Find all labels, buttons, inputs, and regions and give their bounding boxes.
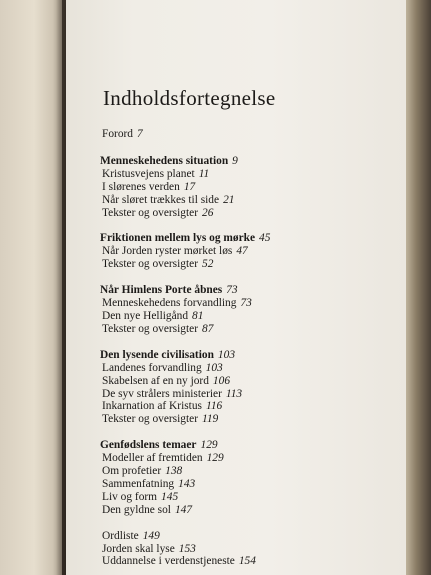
- toc-page-number: 153: [178, 542, 196, 555]
- toc-sections: [100, 128, 390, 568]
- toc-section: [100, 530, 390, 569]
- toc-entry: [102, 258, 390, 271]
- toc-section: [100, 232, 390, 271]
- toc-entry-title: Inkarnation af Kristus: [102, 400, 202, 413]
- toc-entry: [102, 297, 390, 310]
- toc-entry: [102, 362, 390, 375]
- page-edge-shadow: [406, 0, 431, 575]
- toc-entry-title: Tekster og oversigter: [102, 413, 198, 426]
- toc-page-number: 149: [142, 529, 160, 542]
- toc-entry: [102, 555, 390, 568]
- toc-section-heading: [100, 284, 390, 297]
- toc-section-heading: [100, 232, 390, 245]
- toc-page-number: 73: [226, 284, 238, 297]
- toc-section: [100, 155, 390, 220]
- toc-page-number: 116: [205, 400, 223, 413]
- toc-page-number: 7: [137, 128, 143, 140]
- toc-page-number: 129: [206, 452, 224, 465]
- toc-entry: [102, 543, 390, 556]
- toc-entry: [102, 478, 390, 491]
- toc-entry-title: Den lysende civilisation: [100, 348, 214, 361]
- toc-page-number: 145: [161, 490, 179, 503]
- toc-page-number: 73: [240, 297, 252, 310]
- toc-entry-title: Når sløret trækkes til side: [102, 193, 220, 206]
- toc-page-number: 129: [200, 439, 218, 452]
- toc-entry: [102, 491, 390, 504]
- toc-entry-title: Genfødslens temaer: [100, 439, 197, 452]
- toc-entry: [102, 310, 390, 323]
- toc-entry: [102, 168, 390, 181]
- toc-section-heading: [100, 439, 390, 452]
- toc-page-number: 47: [236, 245, 248, 258]
- toc-page-number: 106: [212, 374, 231, 387]
- toc-page-number: 45: [259, 232, 271, 245]
- toc-entry-title: Ordliste: [102, 529, 139, 542]
- toc-title: Indholdsfortegnelse: [103, 86, 276, 110]
- toc-page-number: 147: [174, 503, 193, 516]
- toc-entry: [102, 194, 390, 207]
- toc-entry: [102, 465, 390, 478]
- toc-entry-title: Om profetier: [102, 465, 162, 478]
- toc-entry-title: I slørenes verden: [102, 180, 180, 193]
- toc-section-heading: [100, 155, 390, 168]
- toc-page-number: 113: [225, 387, 243, 400]
- toc-page-number: 21: [223, 193, 235, 206]
- toc-entry-title: Skabelsen af en ny jord: [102, 374, 209, 387]
- toc-entry-title: Friktionen mellem lys og mørke: [100, 232, 256, 245]
- toc-page-number: 9: [232, 154, 238, 167]
- toc-entry-title: Når Jorden ryster mørket løs: [102, 245, 233, 258]
- toc-entry-title: Kristusvejens planet: [102, 167, 195, 180]
- toc-entry: [102, 452, 390, 465]
- toc-section: [100, 284, 390, 336]
- toc-entry-title: Menneskehedens situation: [100, 154, 229, 167]
- toc-entry-title: Den nye Helligånd: [102, 309, 189, 322]
- toc-page-number: 81: [192, 309, 204, 322]
- toc-page-number: 87: [202, 322, 214, 335]
- toc-entry-title: De syv strålers ministerier: [102, 387, 222, 400]
- toc-entry: [102, 504, 390, 517]
- toc-page-number: 138: [165, 465, 183, 478]
- toc-entry: [102, 245, 390, 258]
- toc-entry: [102, 323, 390, 336]
- facing-page-edge: [0, 0, 62, 575]
- toc-page-number: 11: [198, 167, 210, 180]
- toc-entry: [102, 207, 390, 220]
- toc-section: [100, 349, 390, 426]
- toc-entry-title: Tekster og oversigter: [102, 258, 198, 271]
- toc-entry: [102, 400, 390, 413]
- toc-entry-title: Tekster og oversigter: [102, 206, 198, 219]
- toc-entry-title: Modeller af fremtiden: [102, 452, 203, 465]
- toc-entry-title: Sammenfatning: [102, 477, 175, 490]
- toc-section: [100, 439, 390, 516]
- toc-entry: [102, 375, 390, 388]
- toc-page-number: 103: [217, 348, 236, 361]
- toc-entry-title: Landenes forvandling: [102, 361, 202, 374]
- toc-entry-title: Den gyldne sol: [102, 503, 171, 516]
- toc-page-number: 17: [183, 180, 196, 193]
- toc-entry-title: Menneskehedens forvandling: [102, 297, 237, 310]
- toc-page-number: 119: [202, 413, 219, 426]
- toc-section: [100, 128, 390, 141]
- table-of-contents: [100, 86, 390, 575]
- toc-section-heading: [100, 349, 390, 362]
- toc-entry: [102, 530, 390, 543]
- toc-entry: [102, 413, 390, 426]
- toc-entry-title: Når Himlens Porte åbnes: [100, 284, 223, 297]
- toc-entry-title: Uddannelse i verdenstjeneste: [102, 555, 235, 568]
- toc-entry: [102, 388, 390, 401]
- toc-entry-title: Liv og form: [102, 490, 158, 503]
- toc-page-number: 52: [202, 258, 214, 271]
- toc-page-number: 26: [202, 206, 214, 219]
- toc-entry: [102, 128, 390, 141]
- toc-entry-title: Forord: [102, 128, 134, 140]
- toc-entry-title: Tekster og oversigter: [102, 322, 198, 335]
- toc-page-number: 143: [178, 477, 196, 490]
- toc-entry-title: Jorden skal lyse: [102, 542, 175, 555]
- toc-entry: [102, 181, 390, 194]
- toc-page-number: 154: [238, 555, 256, 568]
- toc-page-number: 103: [205, 361, 223, 374]
